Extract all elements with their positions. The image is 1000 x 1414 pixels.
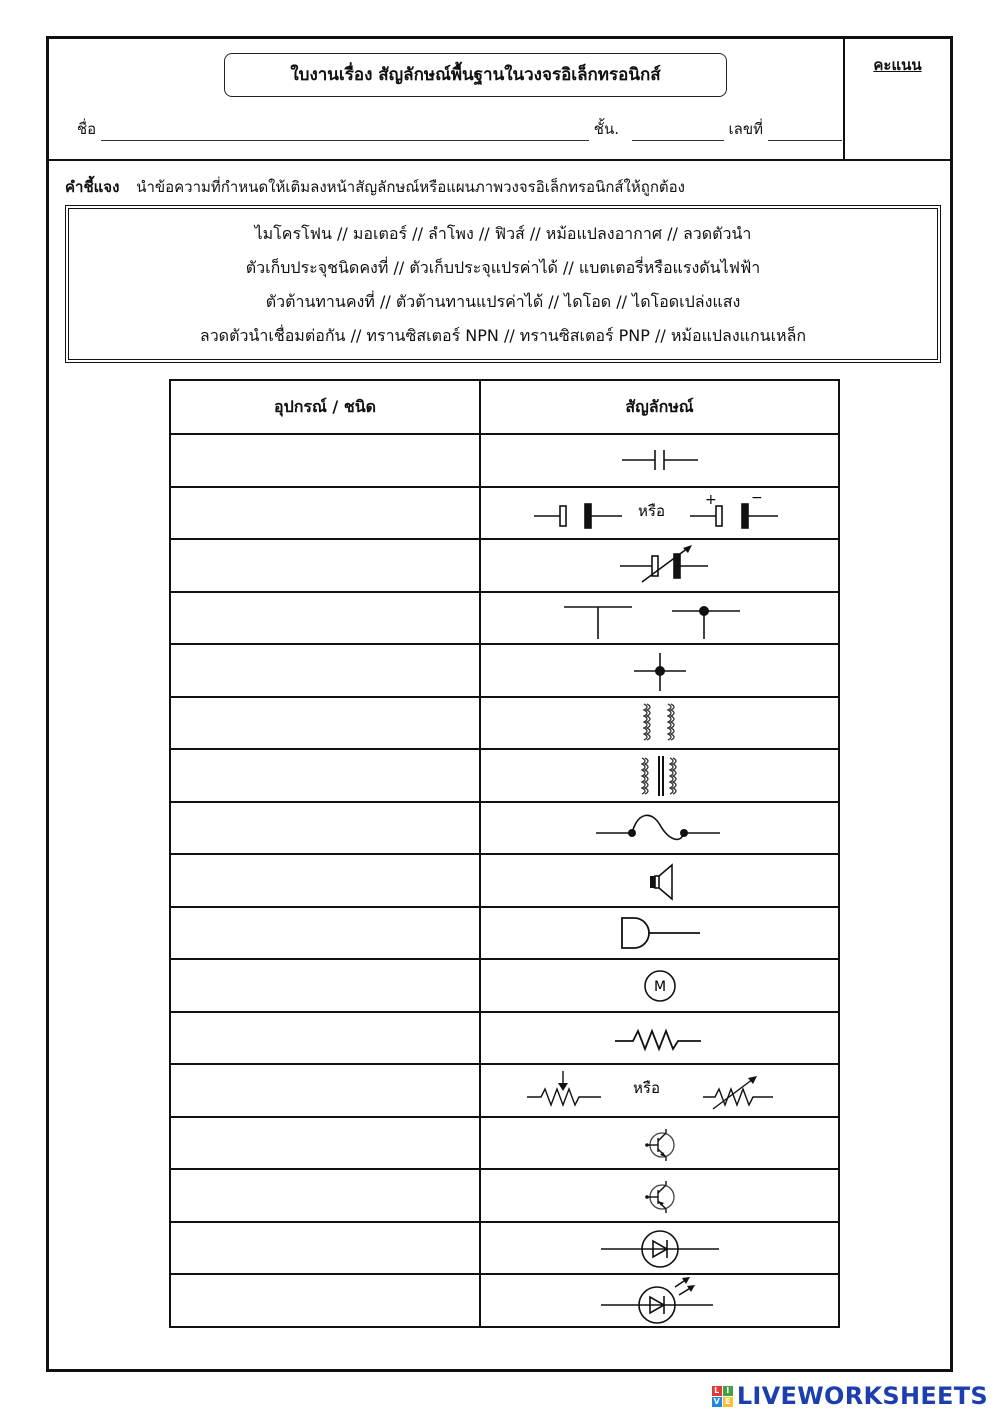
worksheet-title: ใบงานเรื่อง สัญลักษณ์พื้นฐานในวงจรอิเล็กทรอนิกส์ (224, 53, 727, 97)
symbol-cell (480, 907, 839, 960)
table-row (170, 959, 839, 1012)
word-bank-line: ตัวเก็บประจุชนิดคงที่ // ตัวเก็บประจุแปรค่าได้ // แบตเตอรี่หรือแรงดันไฟฟ้า (245, 258, 761, 277)
answer-cell[interactable] (170, 1274, 480, 1327)
logo-letter: L (712, 1386, 722, 1396)
table-row (170, 802, 839, 855)
answer-cell[interactable] (170, 1117, 480, 1170)
table-row (170, 1012, 839, 1065)
number-label: เลขที่ (728, 120, 763, 138)
diode-icon (595, 1225, 725, 1271)
answer-cell[interactable] (170, 644, 480, 697)
number-field[interactable] (768, 122, 842, 141)
answer-cell[interactable] (170, 539, 480, 592)
class-label: ชั้น. (593, 120, 619, 138)
resistor-fixed-icon (605, 1015, 715, 1061)
capacitor-fixed-icon (600, 440, 720, 480)
symbol-cell (480, 1222, 839, 1275)
table-row (170, 854, 839, 907)
speaker-icon (620, 857, 700, 903)
answer-cell[interactable] (170, 907, 480, 960)
word-bank-line: ตัวต้านทานคงที่ // ตัวต้านทานแปรค่าได้ // ไดโอด // ไดโอดเปล่งแสง (265, 292, 741, 311)
table-row (170, 434, 839, 487)
score-label: คะแนน (873, 56, 922, 74)
table-row (170, 487, 839, 540)
answer-cell[interactable] (170, 1064, 480, 1117)
wire-not-connected-icon (560, 595, 760, 641)
answer-cell[interactable] (170, 749, 480, 802)
resistor-variable-icon (525, 1067, 795, 1113)
answer-cell[interactable] (170, 802, 480, 855)
plus-sign: + (704, 491, 717, 508)
symbol-cell (480, 1064, 839, 1117)
logo-letter: I (723, 1386, 733, 1396)
symbol-cell (480, 1117, 839, 1170)
instructions (65, 175, 685, 199)
header-row (49, 39, 950, 161)
logo-letter: E (723, 1397, 733, 1407)
symbol-cell (480, 434, 839, 487)
table-row (170, 1222, 839, 1275)
table-row (170, 539, 839, 592)
score-box (843, 39, 950, 159)
symbol-cell (480, 959, 839, 1012)
answer-cell[interactable] (170, 854, 480, 907)
answer-cell[interactable] (170, 697, 480, 750)
symbol-cell (480, 1274, 839, 1327)
symbol-cell (480, 854, 839, 907)
liveworksheets-logo (712, 1380, 988, 1412)
table-row (170, 1169, 839, 1222)
col-header-device: อุปกรณ์ / ชนิด (170, 380, 480, 434)
name-field[interactable] (101, 122, 589, 141)
fuse-icon (590, 805, 730, 851)
battery-icon (510, 490, 810, 536)
table-row (170, 1064, 839, 1117)
name-label: ชื่อ (77, 120, 97, 138)
table-row (170, 644, 839, 697)
liveworksheets-text: LIVEWORKSHEETS (736, 1382, 988, 1410)
answer-cell[interactable] (170, 434, 480, 487)
answer-cell[interactable] (170, 487, 480, 540)
table-row (170, 1274, 839, 1327)
table-header-row (170, 380, 839, 434)
symbol-cell (480, 1012, 839, 1065)
answer-cell[interactable] (170, 959, 480, 1012)
worksheet (46, 36, 953, 1372)
word-bank-line: ลวดตัวนำเชื่อมต่อกัน // ทรานซิสเตอร์ NPN // ทรานซิสเตอร์ PNP // หม้อแปลงแกนเหล็ก (199, 326, 807, 345)
table-row (170, 907, 839, 960)
symbol-cell (480, 749, 839, 802)
answer-cell[interactable] (170, 1169, 480, 1222)
answer-cell[interactable] (170, 1222, 480, 1275)
instructions-label: คำชี้แจง (65, 178, 120, 196)
table-row (170, 1117, 839, 1170)
symbol-cell (480, 487, 839, 540)
class-field[interactable] (632, 122, 724, 141)
instructions-text: นำข้อความที่กำหนดให้เติมลงหน้าสัญลักษณ์หรือแผนภาพวงจรอิเล็กทรอนิกส์ให้ถูกต้อง (136, 178, 686, 196)
or-label: หรือ (637, 501, 665, 520)
table-row (170, 697, 839, 750)
symbol-cell (480, 539, 839, 592)
logo-letter: V (713, 1396, 721, 1406)
table-row (170, 749, 839, 802)
led-icon (595, 1275, 725, 1325)
symbol-cell (480, 802, 839, 855)
liveworksheets-logo-icon (712, 1386, 733, 1407)
wire-connected-icon (620, 647, 700, 693)
motor-icon (620, 962, 700, 1008)
transformer-air-icon (620, 700, 700, 746)
symbol-cell (480, 592, 839, 645)
symbol-cell (480, 644, 839, 697)
table-row (170, 592, 839, 645)
word-bank-line: ไมโครโฟน // มอเตอร์ // ลำโพง // ฟิวส์ // หม้อแปลงอากาศ // ลวดตัวนำ (254, 224, 752, 243)
capacitor-variable-icon (600, 542, 720, 588)
word-bank (65, 205, 941, 363)
symbol-table (169, 379, 840, 1328)
motor-letter: M (653, 979, 666, 996)
transistor-pnp-icon (620, 1172, 700, 1218)
symbol-cell (480, 697, 839, 750)
answer-cell[interactable] (170, 592, 480, 645)
answer-cell[interactable] (170, 1012, 480, 1065)
col-header-symbol: สัญลักษณ์ (480, 380, 839, 434)
symbol-cell (480, 1169, 839, 1222)
or-label: หรือ (632, 1079, 660, 1098)
transistor-npn-icon (620, 1120, 700, 1166)
minus-sign: − (750, 489, 763, 506)
microphone-icon (600, 910, 720, 956)
transformer-iron-icon (620, 752, 700, 798)
name-line (77, 117, 842, 141)
